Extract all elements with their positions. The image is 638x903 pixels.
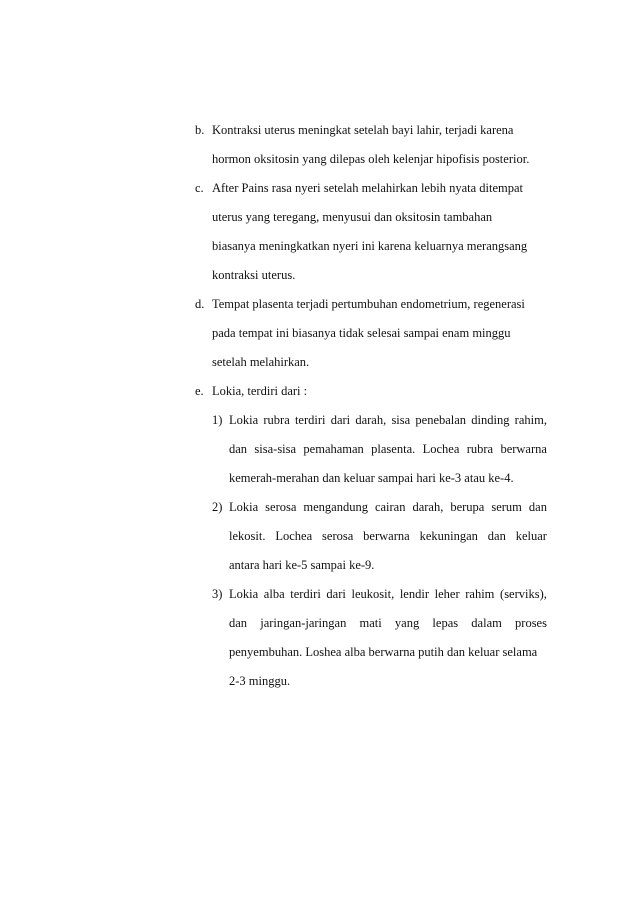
sublist-marker-2: 2) [212, 500, 223, 514]
subitem-3-line-4: 2-3 minggu. [229, 674, 291, 688]
item-e-line-1: Lokia, terdiri dari : [212, 384, 308, 398]
item-c-line-1: After Pains rasa nyeri setelah melahirkan lebih nyata ditempat [212, 181, 523, 195]
subitem-3-line-1: Lokia alba terdiri dari leukosit, lendir leher rahim (serviks), [229, 587, 547, 601]
list-marker-d: d. [195, 297, 205, 311]
item-b-line-1: Kontraksi uterus meningkat setelah bayi lahir, terjadi karena [212, 123, 514, 137]
subitem-2-line-2: lekosit. Lochea serosa berwarna kekuningan dan keluar [229, 529, 547, 543]
item-c-line-2: uterus yang teregang, menyusui dan oksitosin tambahan [212, 210, 493, 224]
item-c-line-4: kontraksi uterus. [212, 268, 296, 282]
list-marker-b: b. [195, 123, 205, 137]
list-marker-c: c. [195, 181, 204, 195]
item-d-line-1: Tempat plasenta terjadi pertumbuhan endometrium, regenerasi [212, 297, 525, 311]
item-d-line-3: setelah melahirkan. [212, 355, 310, 369]
item-b-line-2: hormon oksitosin yang dilepas oleh kelenjar hipofisis posterior. [212, 152, 530, 166]
subitem-3-line-2: dan jaringan-jaringan mati yang lepas dalam proses [229, 616, 547, 630]
subitem-1-line-1: Lokia rubra terdiri dari darah, sisa penebalan dinding rahim, [229, 413, 547, 427]
list-marker-e: e. [195, 384, 204, 398]
item-c-line-3: biasanya meningkatkan nyeri ini karena keluarnya merangsang [212, 239, 528, 253]
subitem-2-line-3: antara hari ke-5 sampai ke-9. [229, 558, 375, 572]
sublist-marker-3: 3) [212, 587, 223, 601]
subitem-1-line-2: dan sisa-sisa pemahaman plasenta. Lochea rubra berwarna [229, 442, 547, 456]
subitem-3-line-3: penyembuhan. Loshea alba berwarna putih dan keluar selama [229, 645, 538, 659]
subitem-1-line-3: kemerah-merahan dan keluar sampai hari ke-3 atau ke-4. [229, 471, 514, 485]
subitem-2-line-1: Lokia serosa mengandung cairan darah, berupa serum dan [229, 500, 547, 514]
item-d-line-2: pada tempat ini biasanya tidak selesai sampai enam minggu [212, 326, 511, 340]
sublist-marker-1: 1) [212, 413, 223, 427]
